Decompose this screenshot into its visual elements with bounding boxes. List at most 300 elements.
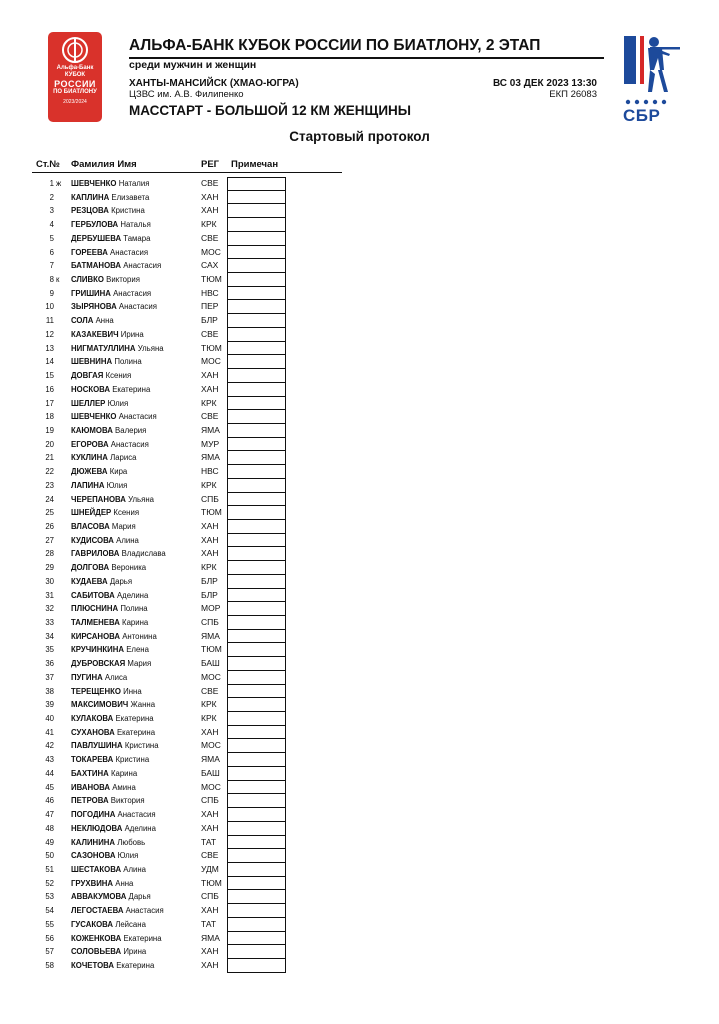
athlete-name	[71, 877, 133, 891]
cup-logo	[48, 32, 102, 122]
note-cell[interactable]	[227, 355, 286, 369]
athlete-name	[71, 232, 150, 246]
note-cell[interactable]	[227, 300, 286, 314]
note-cell[interactable]	[227, 493, 286, 507]
athlete-region: ХАН	[201, 383, 219, 394]
sbr-wordmark: СБР	[623, 106, 661, 125]
table-row	[32, 438, 352, 452]
athlete-surname: ТАЛМЕНЕВА	[71, 618, 120, 627]
athlete-surname: НОСКОВА	[71, 384, 111, 394]
athlete-region: ХАН	[201, 905, 219, 916]
athlete-surname: ВЛАСОВА	[71, 521, 110, 531]
athlete-surname: ГОРЕЕВА	[71, 247, 108, 257]
athlete-first-name: Дарья	[109, 576, 133, 586]
note-cell[interactable]	[227, 328, 286, 342]
athlete-region: СПБ	[201, 493, 219, 504]
start-number: 12	[45, 329, 54, 339]
start-number: 21	[45, 453, 54, 463]
athlete-surname: ПОГОДИНА	[71, 810, 116, 820]
table-row	[32, 259, 352, 273]
table-row	[32, 547, 352, 561]
athlete-name	[71, 781, 136, 795]
note-cell[interactable]	[227, 479, 286, 493]
athlete-first-name: Алина	[116, 535, 139, 545]
note-cell[interactable]	[227, 726, 286, 740]
athlete-region: ХАН	[201, 959, 219, 970]
note-cell[interactable]	[227, 397, 286, 411]
athlete-region: МОС	[201, 671, 221, 682]
note-cell[interactable]	[227, 218, 286, 232]
athlete-surname: КУДИСОВА	[71, 535, 114, 545]
athlete-region: ХАН	[201, 520, 219, 531]
athlete-first-name: Аделина	[124, 823, 156, 833]
table-row	[32, 383, 352, 397]
athlete-first-name: Юлия	[117, 851, 139, 861]
athlete-first-name: Кристина	[111, 206, 145, 216]
athlete-name	[71, 685, 142, 699]
athlete-name	[71, 849, 138, 863]
athlete-region: СПБ	[201, 617, 219, 627]
table-row	[32, 836, 352, 850]
athlete-surname: НЕКЛЮДОВА	[71, 823, 123, 833]
athlete-first-name: Елена	[126, 645, 149, 655]
start-number: 20	[45, 439, 54, 449]
athlete-region: ТАТ	[201, 918, 217, 929]
athlete-region: КРК	[201, 713, 217, 724]
table-row	[32, 643, 352, 657]
athlete-surname: ДУБРОВСКАЯ	[71, 659, 126, 669]
table-row	[32, 520, 352, 534]
athlete-surname: ДОЛГОВА	[71, 563, 110, 573]
table-row	[32, 671, 352, 685]
athlete-surname: СОЛА	[71, 316, 94, 326]
athlete-name	[71, 534, 139, 548]
athlete-name	[71, 671, 127, 685]
athlete-surname: ЛЕГОСТАЕВА	[71, 906, 124, 916]
athlete-name	[71, 246, 148, 260]
note-cell[interactable]	[227, 836, 286, 850]
start-number: 8	[49, 275, 54, 285]
athlete-region: СВЕ	[201, 232, 219, 243]
athlete-name	[71, 561, 146, 575]
athlete-name	[71, 767, 137, 781]
note-cell[interactable]	[227, 273, 286, 287]
athlete-first-name: Анастасия	[118, 412, 157, 422]
note-cell[interactable]	[227, 520, 286, 534]
stars-icon	[620, 98, 682, 106]
note-cell[interactable]	[227, 342, 286, 356]
note-cell[interactable]	[227, 451, 286, 465]
athlete-region: СВЕ	[201, 178, 219, 188]
note-cell[interactable]	[227, 259, 286, 273]
athlete-region: БЛР	[201, 575, 218, 586]
table-row	[32, 712, 352, 726]
table-row	[32, 218, 352, 232]
table-row	[32, 657, 352, 671]
athlete-first-name: Валерия	[115, 425, 147, 435]
athlete-first-name: Екатерина	[116, 727, 156, 737]
start-number: 16	[45, 384, 54, 394]
table-row	[32, 575, 352, 589]
start-number: 51	[45, 864, 54, 874]
athlete-first-name: Мария	[111, 521, 136, 531]
athlete-name	[71, 273, 140, 287]
start-number: 40	[45, 714, 54, 724]
event-code: ЕКП 26083	[549, 89, 597, 100]
note-cell[interactable]	[227, 753, 286, 767]
athlete-surname: ПЕТРОВА	[71, 796, 109, 806]
athlete-surname: ГАВРИЛОВА	[71, 549, 120, 559]
note-cell[interactable]	[227, 712, 286, 726]
athlete-name	[71, 397, 128, 411]
athlete-name	[71, 863, 146, 877]
athlete-first-name: Екатерина	[116, 960, 155, 970]
athlete-surname: ШЕСТАКОВА	[71, 864, 122, 874]
athlete-first-name: Амина	[112, 782, 136, 792]
athlete-surname: КАЗАКЕВИЧ	[71, 329, 119, 339]
athlete-first-name: Анастасия	[117, 810, 156, 820]
athlete-name	[71, 191, 149, 205]
table-row	[32, 932, 352, 946]
table-row	[32, 465, 352, 479]
athlete-surname: КРУЧИНКИНА	[71, 645, 125, 655]
table-row	[32, 246, 352, 260]
athlete-region: СПБ	[201, 795, 219, 806]
athlete-surname: ИВАНОВА	[71, 782, 111, 792]
note-cell[interactable]	[227, 177, 286, 191]
table-row	[32, 767, 352, 781]
athlete-name	[71, 369, 131, 383]
note-cell[interactable]	[227, 561, 286, 575]
athlete-surname: КАПЛИНА	[71, 192, 110, 202]
note-cell[interactable]	[227, 314, 286, 328]
start-number: 56	[45, 933, 54, 943]
athlete-name	[71, 753, 149, 767]
competition-subtitle: среди мужчин и женщин	[129, 59, 257, 71]
note-cell[interactable]	[227, 904, 286, 918]
start-number: 10	[45, 302, 54, 312]
logo-circle-icon	[57, 36, 93, 64]
note-cell[interactable]	[227, 808, 286, 822]
athlete-surname: ЗЫРЯНОВА	[71, 302, 117, 312]
note-cell[interactable]	[227, 287, 286, 301]
note-cell[interactable]	[227, 643, 286, 657]
start-number: 2	[49, 192, 54, 202]
athlete-first-name: Наталья	[120, 220, 151, 230]
athlete-surname: ПАВЛУШИНА	[71, 741, 123, 751]
athlete-region: ХАН	[201, 205, 219, 216]
athlete-surname: ДЕРБУШЕВА	[71, 233, 122, 243]
table-row	[32, 616, 352, 630]
athlete-first-name: Лейсана	[115, 919, 146, 929]
logo-word-cup: КУБОК	[64, 72, 86, 78]
table-row	[32, 534, 352, 548]
athlete-first-name: Полина	[114, 357, 142, 367]
note-cell[interactable]	[227, 863, 286, 877]
note-cell[interactable]	[227, 849, 286, 863]
note-cell[interactable]	[227, 534, 286, 548]
athlete-surname: КАЛИНИНА	[71, 837, 116, 847]
table-row	[32, 753, 352, 767]
athlete-region: ХАН	[201, 809, 219, 820]
start-number: 37	[45, 672, 54, 682]
note-cell[interactable]	[227, 547, 286, 561]
athlete-first-name: Любовь	[117, 837, 146, 847]
note-cell[interactable]	[227, 506, 286, 520]
athlete-region: СВЕ	[201, 850, 219, 861]
athlete-region: БЛР	[201, 589, 218, 600]
note-cell[interactable]	[227, 616, 286, 630]
note-cell[interactable]	[227, 822, 286, 836]
athlete-name	[71, 712, 154, 726]
table-row	[32, 300, 352, 314]
note-cell[interactable]	[227, 781, 286, 795]
athlete-region: КРК	[201, 699, 217, 710]
athlete-surname: БАТМАНОВА	[71, 261, 122, 271]
athlete-region: ХАН	[201, 726, 219, 737]
athlete-region: ЯМА	[201, 452, 220, 463]
athlete-first-name: Анастасия	[110, 247, 149, 257]
note-cell[interactable]	[227, 204, 286, 218]
athlete-name	[71, 822, 156, 836]
table-row	[32, 287, 352, 301]
athlete-surname: ШЕЛЛЕР	[71, 398, 106, 408]
athlete-surname: ШЕВЧЕНКО	[71, 179, 117, 188]
table-row	[32, 342, 352, 356]
note-cell[interactable]	[227, 671, 286, 685]
athlete-first-name: Елизавета	[111, 192, 150, 202]
athlete-region: КРК	[201, 479, 217, 490]
col-note: Примечан	[231, 159, 279, 170]
athlete-surname: АВВАКУМОВА	[71, 892, 127, 902]
athlete-first-name: Алина	[123, 864, 146, 874]
note-cell[interactable]	[227, 424, 286, 438]
note-cell[interactable]	[227, 877, 286, 891]
athlete-first-name: Анастасия	[118, 302, 157, 312]
athlete-name	[71, 204, 145, 218]
athlete-surname: ДЮЖЕВА	[71, 467, 108, 477]
athlete-region: ЯМА	[201, 754, 220, 765]
athlete-name	[71, 643, 149, 657]
start-number: 26	[45, 521, 54, 531]
note-cell[interactable]	[227, 890, 286, 904]
athlete-first-name: Анастасия	[113, 288, 152, 298]
note-cell[interactable]	[227, 932, 286, 946]
note-cell[interactable]	[227, 383, 286, 397]
start-number: 57	[45, 947, 54, 957]
athlete-region: МОС	[201, 781, 221, 792]
athlete-region: ХАН	[201, 191, 219, 202]
table-row	[32, 794, 352, 808]
location: ХАНТЫ-МАНСИЙСК (ХМАО-ЮГРА)	[129, 78, 299, 89]
athlete-first-name: Тамара	[123, 233, 151, 243]
note-cell[interactable]	[227, 246, 286, 260]
athlete-region: МОС	[201, 740, 221, 751]
athlete-first-name: Инна	[123, 686, 142, 696]
table-row	[32, 397, 352, 411]
athlete-surname: ЧЕРЕПАНОВА	[71, 494, 126, 504]
athlete-name	[71, 328, 144, 342]
table-row	[32, 739, 352, 753]
start-number: 39	[45, 700, 54, 710]
athlete-region: ХАН	[201, 822, 219, 833]
athlete-surname: КОЧЕТОВА	[71, 960, 115, 970]
athlete-name	[71, 698, 155, 712]
table-row	[32, 479, 352, 493]
note-cell[interactable]	[227, 918, 286, 932]
athlete-surname: САБИТОВА	[71, 590, 115, 600]
athlete-name	[71, 438, 149, 452]
table-row	[32, 685, 352, 699]
note-cell[interactable]	[227, 959, 286, 973]
note-cell[interactable]	[227, 630, 286, 644]
athlete-first-name: Наталия	[118, 179, 150, 188]
athlete-region: МУР	[201, 438, 220, 449]
start-number: 11	[45, 316, 54, 326]
table-row	[32, 561, 352, 575]
col-name: Фамилия Имя	[71, 159, 137, 170]
athlete-surname: ШЕВНИНА	[71, 357, 113, 367]
table-row	[32, 959, 352, 973]
start-number: 42	[45, 741, 54, 751]
athlete-region: САХ	[201, 260, 219, 271]
athlete-name	[71, 657, 151, 671]
athlete-first-name: Ульяна	[137, 343, 164, 353]
athlete-surname: НИГМАТУЛЛИНА	[71, 343, 136, 353]
athlete-region: ХАН	[201, 548, 219, 559]
note-cell[interactable]	[227, 657, 286, 671]
athlete-surname: ШНЕЙДЕР	[71, 508, 112, 518]
start-number: 23	[45, 480, 54, 490]
start-number: 53	[45, 892, 54, 902]
note-cell[interactable]	[227, 465, 286, 479]
start-number: 19	[45, 425, 54, 435]
note-cell[interactable]	[227, 739, 286, 753]
sbr-logo	[620, 30, 682, 126]
athlete-surname: ГРУХВИНА	[71, 878, 114, 888]
table-row	[32, 726, 352, 740]
start-mark: ж	[56, 179, 62, 188]
table-row	[32, 369, 352, 383]
athlete-region: ТЮМ	[201, 644, 222, 655]
athlete-region: СВЕ	[201, 411, 219, 422]
athlete-name	[71, 904, 164, 918]
athlete-name	[71, 287, 151, 301]
note-cell[interactable]	[227, 602, 286, 616]
athlete-region: НВС	[201, 287, 219, 298]
note-cell[interactable]	[227, 438, 286, 452]
start-number: 18	[45, 412, 54, 422]
start-number: 48	[45, 823, 54, 833]
athlete-name	[71, 342, 164, 356]
athlete-name	[71, 300, 157, 314]
athlete-name	[71, 836, 145, 850]
start-number: 36	[45, 659, 54, 669]
logo-brand: Альфа-Банк	[56, 65, 94, 71]
athlete-first-name: Виктория	[110, 796, 145, 806]
note-cell[interactable]	[227, 575, 286, 589]
athlete-name	[71, 808, 156, 822]
athlete-first-name: Анастасия	[123, 261, 162, 271]
table-row	[32, 273, 352, 287]
athlete-surname: КОЖЕНКОВА	[71, 933, 122, 943]
note-cell[interactable]	[227, 767, 286, 781]
note-cell[interactable]	[227, 191, 286, 205]
note-cell[interactable]	[227, 589, 286, 603]
athlete-surname: ПЛЮСНИНА	[71, 604, 119, 614]
athlete-first-name: Алиса	[104, 672, 128, 682]
athlete-surname: ТЕРЕЩЕНКО	[71, 686, 121, 696]
start-number: 5	[49, 233, 54, 243]
athlete-first-name: Ирина	[123, 947, 147, 957]
athlete-region: ТЮМ	[201, 507, 222, 518]
start-number: 24	[45, 494, 54, 504]
athlete-name	[71, 465, 127, 479]
athlete-first-name: Кристина	[124, 741, 159, 751]
athlete-first-name: Карина	[110, 768, 138, 778]
note-cell[interactable]	[227, 410, 286, 424]
athlete-first-name: Мария	[127, 659, 152, 669]
athlete-surname: СЛИВКО	[71, 275, 104, 285]
athlete-surname: ДОВГАЯ	[71, 371, 104, 381]
table-row	[32, 451, 352, 465]
biathlete-icon	[620, 30, 682, 104]
competition-title: АЛЬФА-БАНК КУБОК РОССИИ ПО БИАТЛОНУ, 2 ЭТАП	[129, 37, 541, 54]
athlete-region: ТЮМ	[201, 274, 222, 285]
athlete-surname: КИРСАНОВА	[71, 631, 121, 641]
note-cell[interactable]	[227, 232, 286, 246]
col-start-no: Ст.№	[36, 159, 60, 170]
table-row	[32, 877, 352, 891]
athlete-first-name: Аделина	[116, 590, 149, 600]
athlete-first-name: Ирина	[120, 329, 144, 339]
start-number: 49	[45, 837, 54, 847]
start-number: 13	[45, 343, 54, 353]
start-number: 30	[45, 576, 54, 586]
col-region: РЕГ	[201, 159, 220, 170]
note-cell[interactable]	[227, 945, 286, 959]
athlete-name	[71, 314, 114, 328]
note-cell[interactable]	[227, 794, 286, 808]
athlete-region: КРК	[201, 219, 217, 230]
start-number: 6	[49, 247, 54, 257]
start-number: 38	[45, 686, 54, 696]
table-row	[32, 890, 352, 904]
start-number: 34	[45, 631, 54, 641]
athlete-first-name: Юлия	[106, 480, 128, 490]
athlete-region: МОС	[201, 246, 221, 257]
athlete-first-name: Ксения	[113, 508, 140, 518]
athlete-surname: ЛАПИНА	[71, 480, 105, 490]
table-row	[32, 204, 352, 218]
athlete-name	[71, 890, 151, 904]
note-cell[interactable]	[227, 698, 286, 712]
start-list	[32, 177, 352, 973]
athlete-name	[71, 547, 166, 561]
event-datetime: ВС 03 ДЕК 2023 13:30	[492, 78, 597, 89]
table-row	[32, 945, 352, 959]
athlete-first-name: Екатерина	[123, 933, 162, 943]
note-cell[interactable]	[227, 685, 286, 699]
note-cell[interactable]	[227, 369, 286, 383]
athlete-name	[71, 739, 159, 753]
athlete-first-name: Виктория	[106, 275, 140, 285]
athlete-name	[71, 520, 136, 534]
start-number: 43	[45, 755, 54, 765]
start-number: 50	[45, 851, 54, 861]
table-row	[32, 314, 352, 328]
table-row	[32, 328, 352, 342]
